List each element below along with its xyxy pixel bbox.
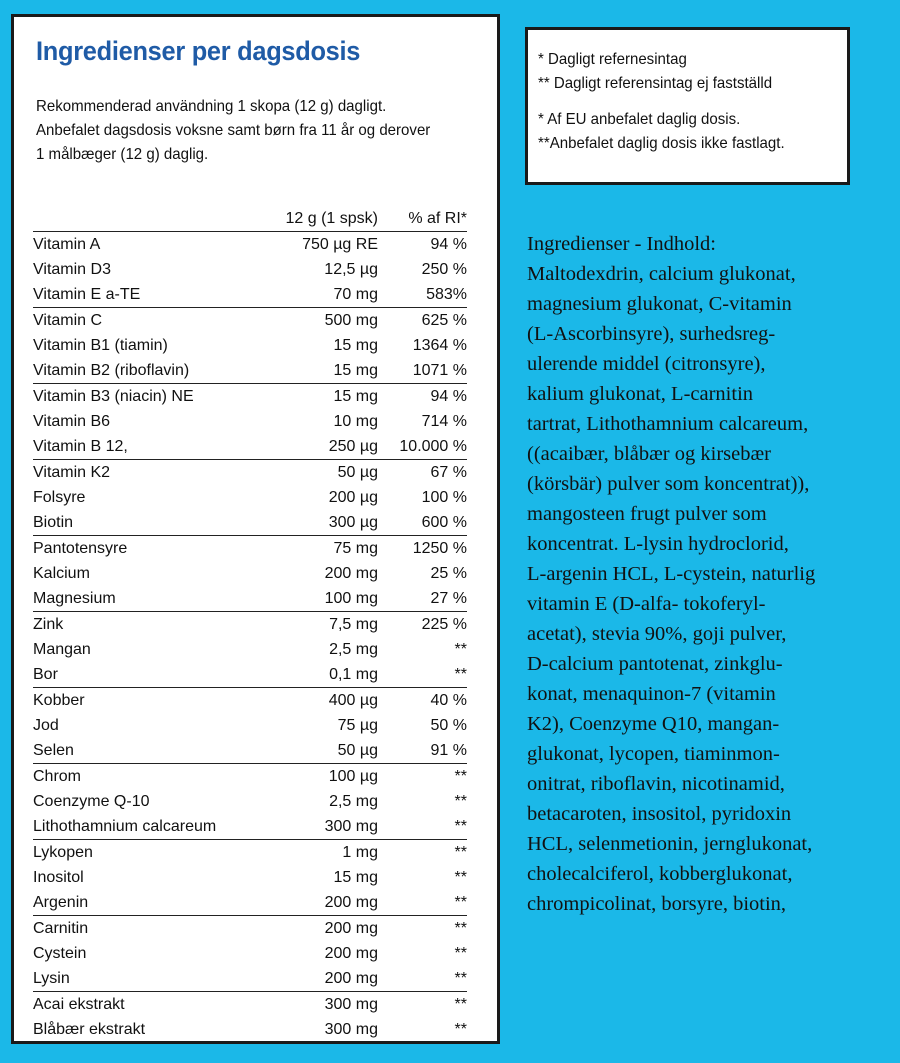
row-amount: 15 mg: [333, 362, 378, 379]
table-row: [33, 992, 467, 1018]
row-amount: 200 mg: [324, 945, 378, 962]
row-amount: 75 mg: [263, 536, 378, 562]
table-row: [33, 485, 467, 510]
row-ri: 40 %: [378, 688, 467, 714]
table-row: [33, 586, 467, 612]
table-row: [33, 384, 467, 410]
table-row: [33, 612, 467, 638]
row-amount: 300 mg: [263, 992, 378, 1018]
ingredients-line: mangosteen frugt pulver som: [527, 503, 767, 525]
table-row: [33, 308, 467, 334]
row-name: Vitamin B2 (riboflavin): [33, 362, 190, 379]
row-amount: 300 mg: [324, 1021, 378, 1038]
row-name: Cystein: [33, 945, 87, 962]
row-amount: 2,5 mg: [329, 641, 378, 658]
table-row: [33, 637, 467, 662]
ingredients-line: magnesium glukonat, C-vitamin: [527, 293, 792, 315]
row-amount: 200 mg: [324, 565, 378, 582]
ingredients-line: Ingredienser - Indhold:: [527, 233, 716, 255]
row-amount: 15 mg: [333, 337, 378, 354]
ingredients-list: [527, 229, 899, 919]
row-name: Lykopen: [33, 840, 263, 866]
row-ri: 10.000 %: [399, 438, 467, 455]
row-amount: 400 µg: [263, 688, 378, 714]
row-ri: 583%: [426, 286, 467, 303]
table-row: [33, 916, 467, 942]
row-amount: 100 µg: [263, 764, 378, 790]
row-ri: 600 %: [421, 514, 467, 531]
row-ri: **: [454, 818, 467, 835]
row-ri: **: [454, 666, 467, 683]
table-row: [33, 840, 467, 866]
row-amount: 1 mg: [263, 840, 378, 866]
row-amount: 50 µg: [337, 742, 378, 759]
ingredients-line: D-calcium pantotenat, zinkglu-: [527, 653, 783, 675]
intro-line: 1 målbæger (12 g) daglig.: [36, 146, 209, 163]
ingredients-line: ((acaibær, blåbær og kirsebær: [527, 443, 771, 465]
row-ri: 94 %: [378, 384, 467, 410]
footnote: * Dagligt refernesintag: [538, 51, 687, 68]
ingredients-line: onitrat, riboflavin, nicotinamid,: [527, 773, 785, 795]
row-ri: 100 %: [421, 489, 467, 506]
table-row: [33, 966, 467, 992]
ingredients-line: L-argenin HCL, L-cystein, naturlig: [527, 563, 816, 585]
row-amount: 15 mg: [263, 384, 378, 410]
header-name: [33, 207, 263, 232]
row-name: Vitamin E a-TE: [33, 286, 141, 303]
row-amount: 200 µg: [328, 489, 378, 506]
row-name: Lithothamnium calcareum: [33, 818, 217, 835]
row-amount: 7,5 mg: [263, 612, 378, 638]
row-name: Vitamin A: [33, 236, 101, 253]
ingredients-line: (L-Ascorbinsyre), surhedsreg-: [527, 323, 776, 345]
footnote-spacer: [538, 96, 828, 108]
row-amount: 70 mg: [333, 286, 378, 303]
row-name: Vitamin D3: [33, 261, 111, 278]
table-row: [33, 561, 467, 586]
row-name: Vitamin C: [33, 308, 263, 334]
table-row: [33, 536, 467, 562]
row-name: Pantotensyre: [33, 536, 263, 562]
row-ri: 67 %: [378, 460, 467, 486]
table-row: [33, 409, 467, 434]
ingredients-line: kalium glukonat, L-carnitin: [527, 383, 754, 405]
ingredients-line: acetat), stevia 90%, goji pulver,: [527, 623, 787, 645]
row-ri: **: [378, 840, 467, 866]
ingredients-line: Maltodexdrin, calcium glukonat,: [527, 263, 796, 285]
table-row: [33, 941, 467, 966]
row-amount: 200 mg: [324, 894, 378, 911]
ingredients-line: (körsbär) pulver som koncentrat)),: [527, 473, 810, 495]
row-amount: 12,5 µg: [324, 261, 378, 278]
row-name: Selen: [33, 742, 74, 759]
row-amount: 200 mg: [263, 916, 378, 942]
footnote: * Af EU anbefalet daglig dosis.: [538, 111, 741, 128]
intro-line: Rekommenderad användning 1 skopa (12 g) dagligt.: [36, 98, 387, 115]
row-amount: 100 mg: [324, 590, 378, 607]
row-amount: 300 mg: [324, 818, 378, 835]
table-row: [33, 434, 467, 460]
table-row: [33, 333, 467, 358]
ingredients-line: vitamin E (D-alfa- tokoferyl-: [527, 593, 766, 615]
table-row: [33, 865, 467, 890]
header-ri: % af RI*: [378, 207, 467, 232]
row-name: Coenzyme Q-10: [33, 793, 150, 810]
table-row: [33, 510, 467, 536]
footnote: **Anbefalet daglig dosis ikke fastlagt.: [538, 135, 785, 152]
table-header-row: [33, 207, 467, 232]
row-ri: **: [378, 992, 467, 1018]
table-row: [33, 764, 467, 790]
row-amount: 15 mg: [333, 869, 378, 886]
table-row: [33, 738, 467, 764]
row-ri: 27 %: [430, 590, 467, 607]
row-amount: 10 mg: [333, 413, 378, 430]
row-name: Blåbær ekstrakt: [33, 1021, 146, 1038]
row-ri: 1250 %: [378, 536, 467, 562]
row-name: Jod: [33, 717, 59, 734]
row-amount: 200 mg: [324, 970, 378, 987]
row-name: Vitamin B1 (tiamin): [33, 337, 168, 354]
table-row: [33, 814, 467, 840]
row-name: Vitamin K2: [33, 460, 263, 486]
row-ri: **: [454, 869, 467, 886]
table-row: [33, 460, 467, 486]
table-row: [33, 232, 467, 258]
header-amount: 12 g (1 spsk): [263, 207, 378, 232]
row-name: Zink: [33, 612, 263, 638]
table-row: [33, 257, 467, 282]
row-name: Folsyre: [33, 489, 86, 506]
row-name: Lysin: [33, 970, 70, 987]
table-row: [33, 662, 467, 688]
row-name: Vitamin B 12,: [33, 438, 128, 455]
row-name: Kobber: [33, 688, 263, 714]
row-amount: 0,1 mg: [329, 666, 378, 683]
row-ri: 1071 %: [412, 362, 467, 379]
ingredients-line: betacaroten, insositol, pyridoxin: [527, 803, 792, 825]
ingredients-line: glukonat, lycopen, tiaminmon-: [527, 743, 780, 765]
row-ri: 225 %: [378, 612, 467, 638]
row-ri: 714 %: [421, 413, 467, 430]
table-row: [33, 713, 467, 738]
nutrition-panel: [11, 14, 500, 1044]
row-amount: 250 µg: [328, 438, 378, 455]
table-row: [33, 1017, 467, 1042]
row-ri: 25 %: [430, 565, 467, 582]
ingredients-line: ulerende middel (citronsyre),: [527, 353, 766, 375]
ingredients-line: cholecalciferol, kobberglukonat,: [527, 863, 793, 885]
row-name: Bor: [33, 666, 58, 683]
row-ri: 91 %: [430, 742, 467, 759]
row-ri: **: [454, 641, 467, 658]
row-ri: **: [454, 945, 467, 962]
row-name: Magnesium: [33, 590, 116, 607]
row-name: Inositol: [33, 869, 84, 886]
footnotes-box: [525, 27, 850, 185]
row-ri: **: [454, 1021, 467, 1038]
row-name: Vitamin B3 (niacin) NE: [33, 384, 263, 410]
row-ri: **: [454, 793, 467, 810]
row-name: Vitamin B6: [33, 413, 111, 430]
row-name: Argenin: [33, 894, 89, 911]
table-row: [33, 688, 467, 714]
row-ri: **: [454, 970, 467, 987]
row-ri: 250 %: [421, 261, 467, 278]
row-name: Kalcium: [33, 565, 90, 582]
row-ri: 50 %: [430, 717, 467, 734]
table-body: [33, 232, 467, 1043]
ingredients-line: tartrat, Lithothamnium calcareum,: [527, 413, 809, 435]
table-row: [33, 282, 467, 308]
row-name: Carnitin: [33, 916, 263, 942]
row-name: Mangan: [33, 641, 91, 658]
row-amount: 300 µg: [328, 514, 378, 531]
row-name: Acai ekstrakt: [33, 992, 263, 1018]
usage-instructions: [36, 95, 468, 167]
ingredients-line: konat, menaquinon-7 (vitamin: [527, 683, 776, 705]
table-row: [33, 358, 467, 384]
ingredients-line: koncentrat. L-lysin hydroclorid,: [527, 533, 789, 555]
row-ri: **: [454, 894, 467, 911]
row-ri: 94 %: [430, 236, 467, 253]
row-ri: **: [378, 916, 467, 942]
row-amount: 500 mg: [263, 308, 378, 334]
row-amount: 75 µg: [337, 717, 378, 734]
row-ri: 625 %: [378, 308, 467, 334]
row-amount: 50 µg: [263, 460, 378, 486]
row-amount: 2,5 mg: [329, 793, 378, 810]
ingredients-line: chrompicolinat, borsyre, biotin,: [527, 893, 787, 915]
intro-line: Anbefalet dagsdosis voksne samt børn fra 11 år og derover: [36, 122, 431, 139]
ingredients-line: HCL, selenmetionin, jernglukonat,: [527, 833, 813, 855]
footnote: ** Dagligt referensintag ej fastställd: [538, 75, 773, 92]
page-title: Ingredienser per dagsdosis: [36, 36, 361, 66]
row-ri: **: [378, 764, 467, 790]
table-row: [33, 789, 467, 814]
table-row: [33, 890, 467, 916]
row-amount: 750 µg RE: [302, 236, 378, 253]
ingredients-line: K2), Coenzyme Q10, mangan-: [527, 713, 780, 735]
nutrition-table: [33, 207, 467, 1042]
row-name: Biotin: [33, 514, 74, 531]
row-name: Chrom: [33, 764, 263, 790]
row-ri: 1364 %: [412, 337, 467, 354]
